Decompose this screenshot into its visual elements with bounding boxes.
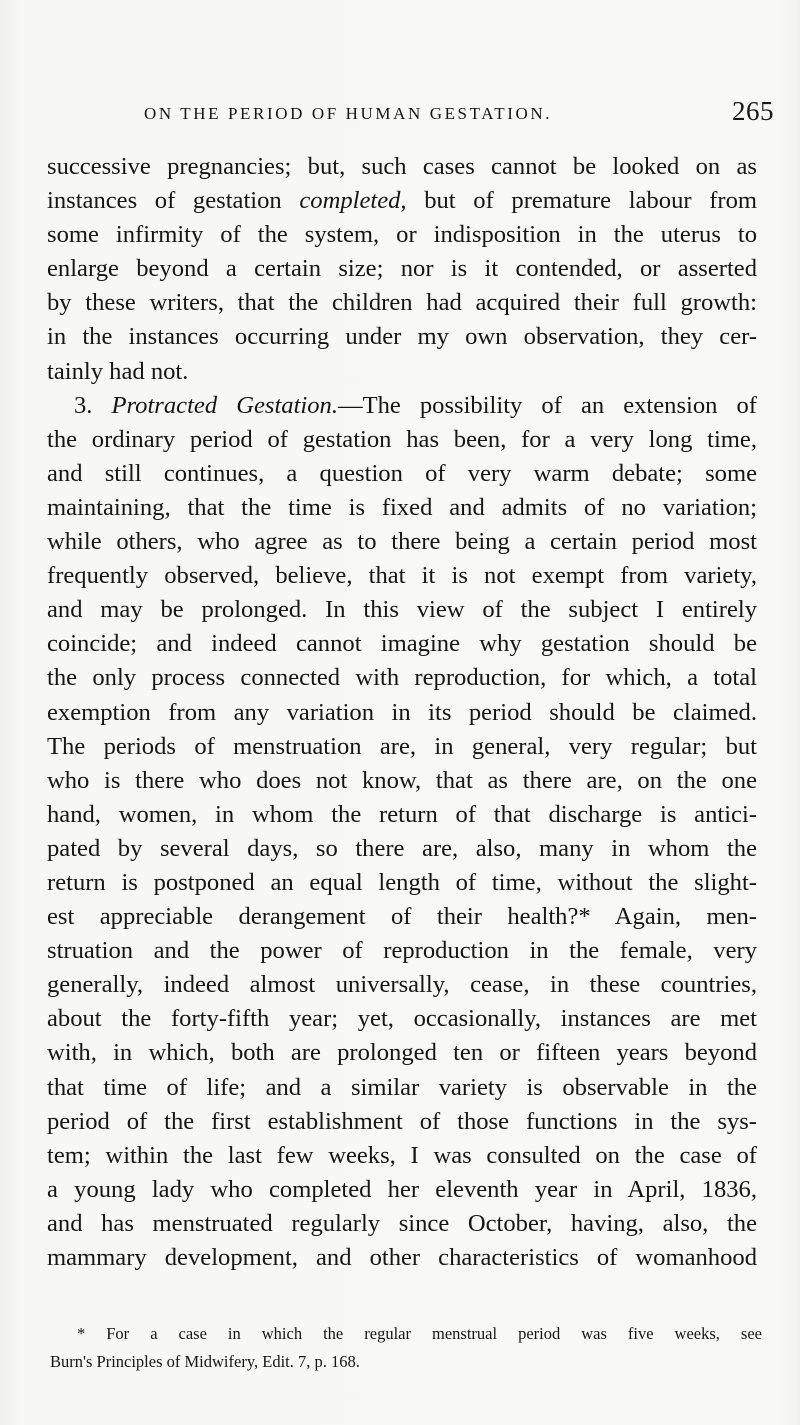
text-line: pated by several days, so there are, also, many in whom the bbox=[47, 834, 757, 862]
text-line: tem; within the last few weeks, I was consulted on the case of bbox=[47, 1141, 757, 1169]
emphasis-completed: completed, bbox=[299, 187, 407, 215]
text-line: tainly had not. bbox=[47, 357, 189, 385]
text-line: and still continues, a question of very warm debate; some bbox=[47, 459, 757, 487]
text-run: but of premature labour from bbox=[406, 187, 757, 215]
text-line: some infirmity of the system, or indisposition in the uterus to bbox=[47, 221, 757, 249]
text-line: frequently observed, believe, that it is not exempt from variety, bbox=[47, 562, 757, 590]
text-line: maintaining, that the time is fixed and admits of no variation; bbox=[47, 493, 757, 521]
text-line: while others, who agree as to there being a certain period most bbox=[47, 528, 757, 556]
text-line: and has menstruated regularly since October, having, also, the bbox=[47, 1209, 757, 1237]
text-line: generally, indeed almost universally, cease, in these countries, bbox=[47, 971, 757, 999]
text-line: the ordinary period of gestation has been, for a very long time, bbox=[47, 425, 757, 453]
text-line: about the forty-fifth year; yet, occasionally, instances are met bbox=[47, 1005, 757, 1033]
text-line: coincide; and indeed cannot imagine why gestation should be bbox=[47, 630, 757, 658]
text-line: The periods of menstruation are, in general, very regular; but bbox=[47, 732, 757, 760]
section-heading-line bbox=[47, 389, 757, 423]
text-line: struation and the power of reproduction in the female, very bbox=[47, 937, 757, 965]
text-line: successive pregnancies; but, such cases cannot be looked on as bbox=[47, 153, 757, 180]
running-head-title: ON THE PERIOD OF HUMAN GESTATION. bbox=[144, 104, 553, 123]
text-run: instances of gestation bbox=[47, 187, 300, 215]
text-line: return is postponed an equal length of time, without the slight- bbox=[47, 868, 757, 896]
text-line: with, in which, both are prolonged ten or fifteen years beyond bbox=[47, 1039, 757, 1067]
footnote-line: Burn's Principles of Midwifery, Edit. 7, p. 168. bbox=[50, 1352, 360, 1371]
text-line: that time of life; and a similar variety is observable in the bbox=[47, 1073, 757, 1101]
running-head bbox=[48, 96, 774, 132]
page-number: 265 bbox=[732, 96, 774, 126]
text-line: period of the first establishment of those functions in the sys- bbox=[47, 1107, 757, 1135]
text-line bbox=[47, 184, 757, 218]
footnote bbox=[50, 1320, 762, 1376]
body-text bbox=[47, 150, 757, 1275]
text-line: by these writers, that the children had acquired their full growth: bbox=[47, 289, 757, 317]
text-run: —The possibility of an extension of bbox=[337, 391, 757, 419]
text-line: exemption from any variation in its period should be claimed. bbox=[47, 698, 757, 726]
section-number: 3. bbox=[74, 391, 112, 419]
text-line: hand, women, in whom the return of that discharge is antici- bbox=[47, 800, 757, 828]
text-line: the only process connected with reproduction, for which, a total bbox=[47, 664, 757, 692]
text-line: est appreciable derangement of their health?* Again, men- bbox=[47, 903, 757, 931]
text-line: in the instances occurring under my own observation, they cer- bbox=[47, 323, 757, 351]
footnote-line: * For a case in which the regular menstrual period was five weeks, see bbox=[77, 1324, 762, 1343]
section-heading: Protracted Gestation. bbox=[111, 391, 338, 419]
text-line: enlarge beyond a certain size; nor is it contended, or asserted bbox=[47, 255, 757, 283]
text-line: and may be prolonged. In this view of the subject I entirely bbox=[47, 596, 757, 624]
text-line: who is there who does not know, that as there are, on the one bbox=[47, 766, 757, 794]
text-line: a young lady who completed her eleventh year in April, 1836, bbox=[47, 1175, 757, 1203]
text-line: mammary development, and other characteristics of womanhood bbox=[47, 1244, 757, 1271]
